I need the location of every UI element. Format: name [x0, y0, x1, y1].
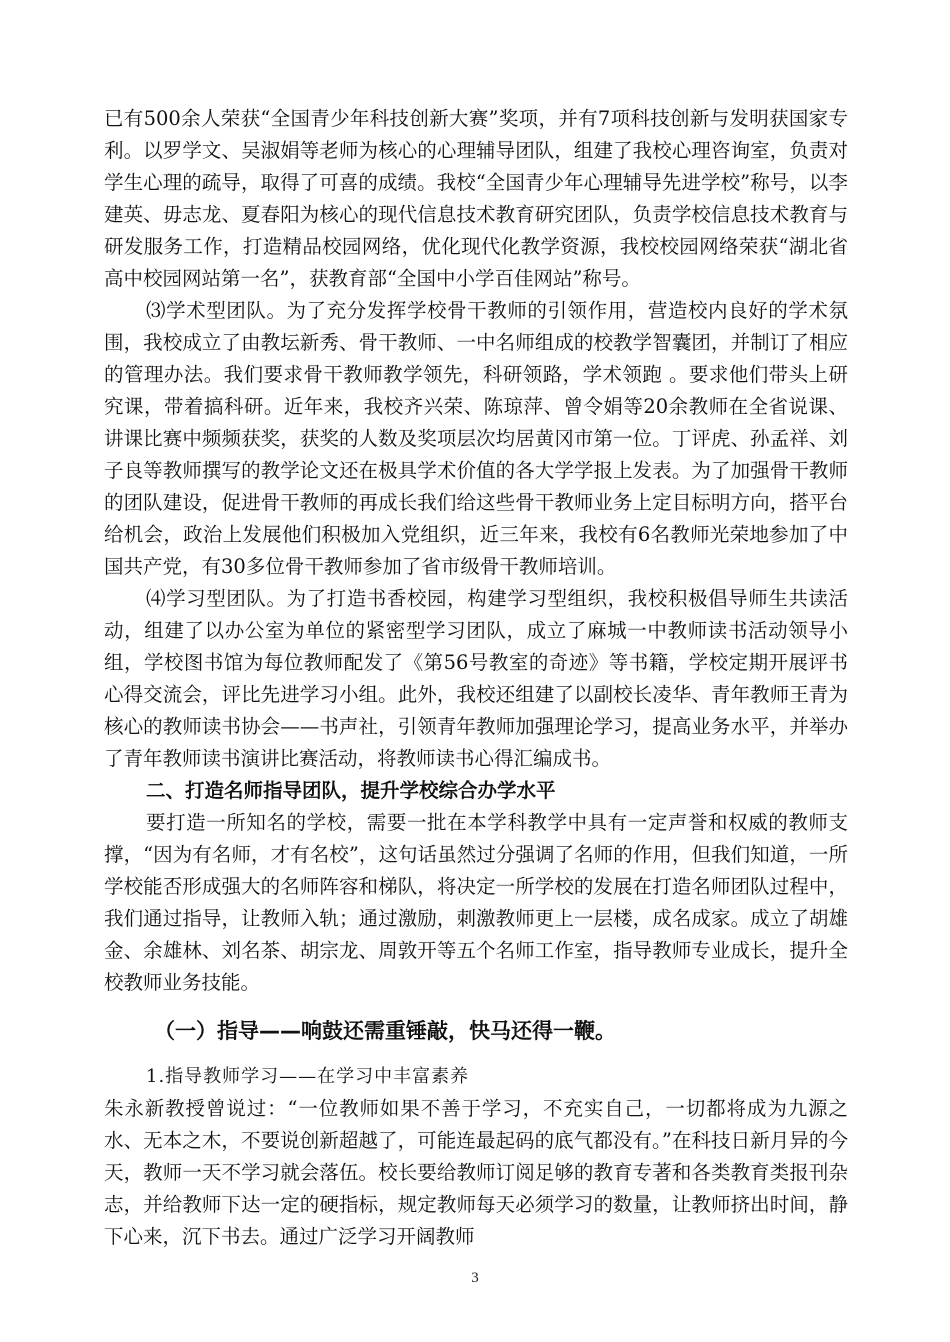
paragraph-famous-teachers: 要打造一所知名的学校，需要一批在本学科教学中具有一定声誉和权威的教师支撑，“因为有名师，才有名校”，这句话虽然过分强调了名师的作用，但我们知道，一所学校能否形成强大的名师阵容和梯队，将决定一所学校的发展在打造名师团队过程中，我们通过指导，让教师入轨；通过激励，刺激教师更上一层楼，成名成家。成立了胡雄金、余雄林、刘名茶、胡宗龙、周敦开等五个名师工作室，指导教师专业成长，提升全校教师业务技能。	[104, 811, 848, 994]
paragraph-teacher-learning: 朱永新教授曾说过：“一位教师如果不善于学习，不充实自己，一切都将成为九源之水、无本之木，不要说创新超越了，可能连最起码的底气都没有。”在科技日新月异的今天，教师一天不学习就会落伍。校长要给教师订阅足够的教育专著和各类教育类报刊杂志，并给教师下达一定的硬指标，规定教师每天必须学习的数量，让教师挤出时间，静下心来，沉下书去。通过广泛学习开阔教师	[104, 1097, 848, 1248]
paragraph-learning-team: ⑷学习型团队。为了打造书香校园，构建学习型组织，我校积极倡导师生共读活动，组建了以办公室为单位的紧密型学习团队，成立了麻城一中教师读书活动领导小组，学校图书馆为每位教师配发了《第56号教室的奇迹》等书籍，学校定期开展评书心得交流会，评比先进学习小组。此外，我校还组建了以副校长凌华、青年教师王青为核心的教师读书协会——书声社，引领青年教师加强理论学习，提高业务水平，并举办了青年教师读书演讲比赛活动，将教师读书心得汇编成书。	[104, 587, 848, 770]
subsection-heading-guidance: （一）指导——响鼓还需重锤敲，快马还得一鞭。	[154, 1019, 616, 1043]
paragraph-continuation: 已有500余人荣获“全国青少年科技创新大赛”奖项，并有7项科技创新与发明获国家专利。以罗学文、吴淑娟等老师为核心的心理辅导团队，组建了我校心理咨询室，负责对学生心理的疏导，取得了可喜的成绩。我校“全国青少年心理辅导先进学校”称号，以李建英、毋志龙、夏春阳为核心的现代信息技术教育研究团队，负责学校信息技术教育与研发服务工作，打造精品校园网络，优化现代化教学资源，我校校园网络荣获“湖北省高中校园网站第一名”，获教育部“全国中小学百佳网站”称号。	[104, 107, 848, 290]
page-body	[104, 103, 848, 1253]
section-heading-2: 二、打造名师指导团队，提升学校综合办学水平	[146, 779, 556, 802]
paragraph-academic-team: ⑶学术型团队。为了充分发挥学校骨干教师的引领作用，营造校内良好的学术氛围，我校成立了由教坛新秀、骨干教师、一中名师组成的校教学智囊团，并制订了相应的管理办法。我们要求骨干教师教学领先，科研领路，学术领跑 。要求他们带头上研究课，带着搞科研。近年来，我校齐兴荣、陈琼萍、曾令娟等20余教师在全省说课、讲课比赛中频频获奖，获奖的人数及奖项层次均居黄冈市第一位。丁评虎、孙孟祥、刘子良等教师撰写的教学论文还在极具学术价值的各大学学报上发表。为了加强骨干教师的团队建设，促进骨干教师的再成长我们给这些骨干教师业务上定目标明方向，搭平台给机会，政治上发展他们积极加入党组织，近三年来，我校有6名教师光荣地参加了中国共产党，有30多位骨干教师参加了省市级骨干教师培训。	[104, 299, 848, 578]
subheading-teacher-learning: 1.指导教师学习——在学习中丰富素养	[146, 1066, 470, 1087]
page-number: 3	[471, 1270, 479, 1286]
